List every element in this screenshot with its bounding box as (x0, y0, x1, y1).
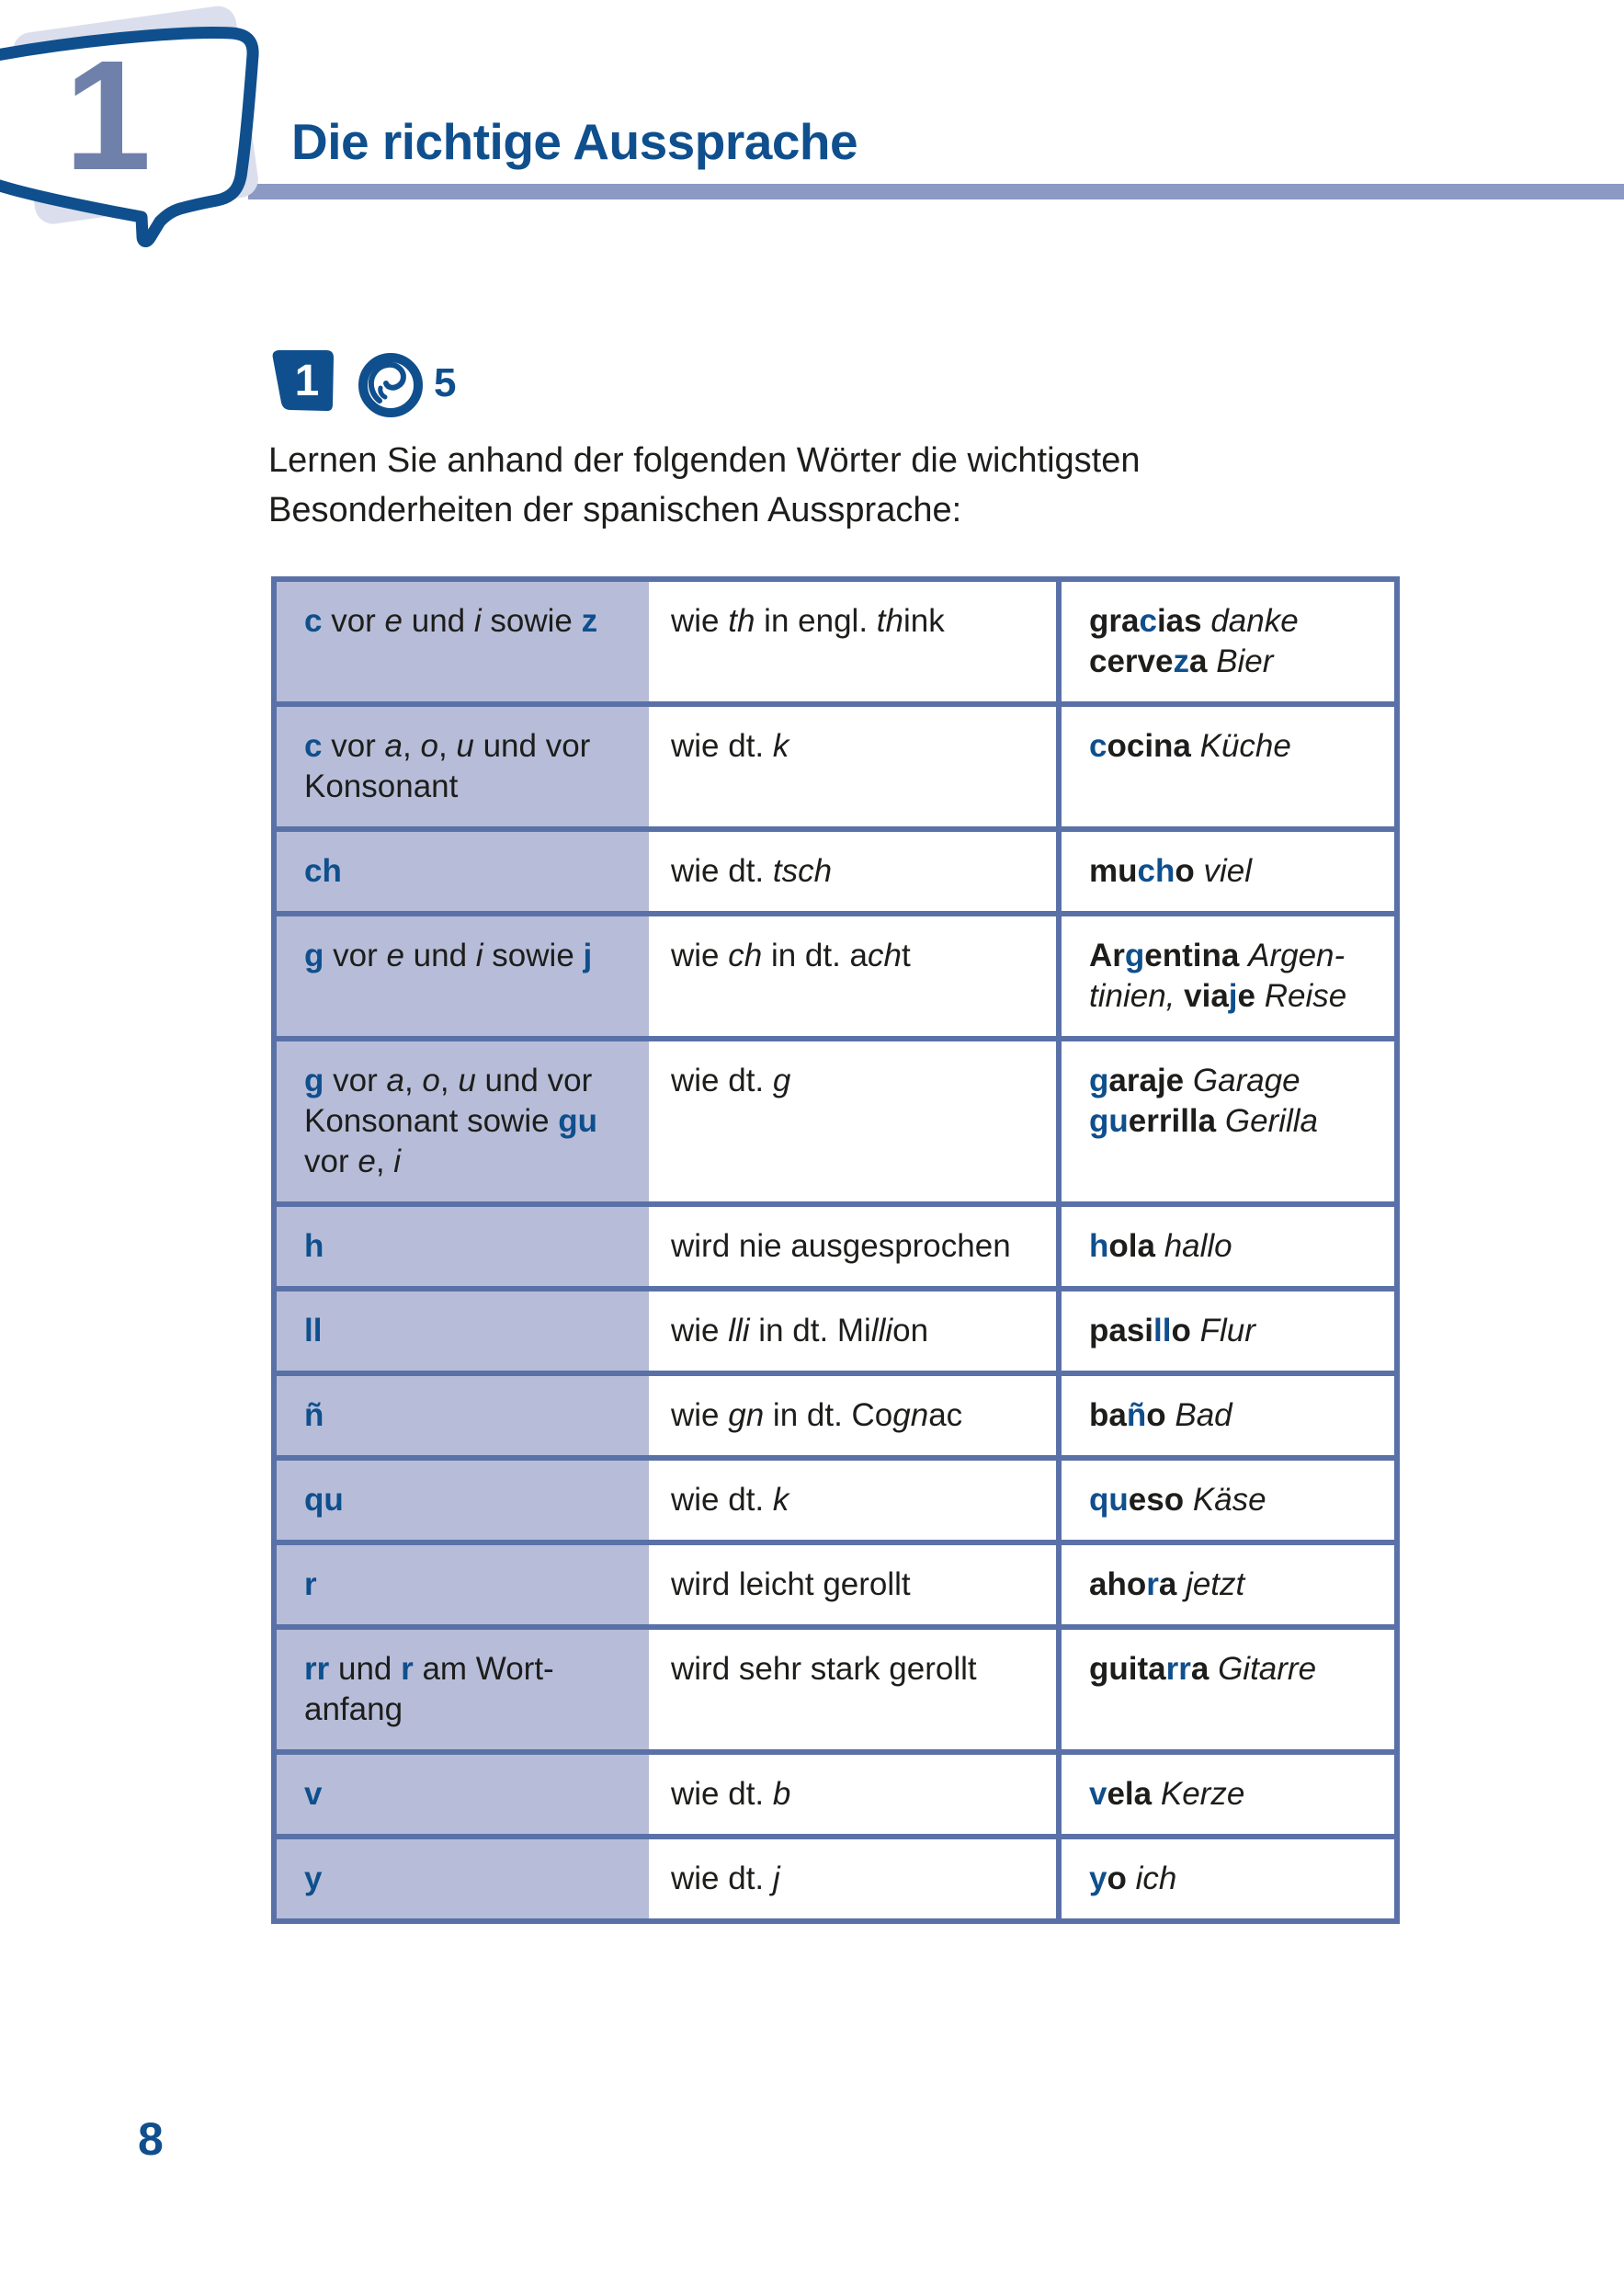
cell-example: gracias danke cerveza Bier (1056, 582, 1394, 701)
cell-pronunciation: wie lli in dt. Million (671, 1313, 929, 1349)
table-row (277, 1755, 1394, 1834)
cell-letter: qu (277, 1461, 649, 1540)
exercise-intro-text (268, 436, 1141, 535)
cell-pronunciation: wie dt. b (671, 1776, 791, 1812)
table-row (277, 832, 1394, 911)
cell-example: cocina Küche (1056, 707, 1394, 826)
cell-letter: ch (277, 832, 649, 911)
table-row (277, 1376, 1394, 1455)
exercise-number-badge (267, 347, 338, 415)
cell-letter: g vor e und i sowie j (277, 916, 649, 1036)
cell-letter: ll (277, 1292, 649, 1371)
cell-letter: y (277, 1839, 649, 1918)
cell-pronunciation: wird nie ausgesprochen (671, 1228, 1011, 1264)
cell-pronunciation: wie dt. j (671, 1861, 780, 1896)
table-row (277, 1630, 1394, 1749)
cell-letter: c vor a, o, u und vor Konsonant (277, 707, 649, 826)
cell-pronunciation: wie ch in dt. acht (671, 938, 911, 973)
cell-letter: g vor a, o, u und vor Konsonant sowie gu vor e, i (277, 1041, 649, 1201)
cell-letter: ñ (277, 1376, 649, 1455)
cell-example: garaje Garage guerrilla Gerilla (1056, 1041, 1394, 1201)
cell-pronunciation: wie th in engl. think (671, 603, 945, 639)
cell-pronunciation: wie gn in dt. Cognac (671, 1397, 963, 1433)
cell-example: guitarra Gitarre (1056, 1630, 1394, 1749)
cell-example: vela Kerze (1056, 1755, 1394, 1834)
cell-pronunciation: wie dt. k (671, 1482, 789, 1518)
cell-letter: rr und r am Wort- anfang (277, 1630, 649, 1749)
intro-line-2: Besonderheiten der spanischen Aussprache: (268, 491, 962, 529)
cell-example: Argentina Argen- tinien, viaje Reise (1056, 916, 1394, 1036)
cell-example: mucho viel (1056, 832, 1394, 911)
pronunciation-table (271, 576, 1400, 1924)
chapter-header-bar (248, 184, 1624, 199)
cell-pronunciation: wie dt. g (671, 1063, 791, 1098)
chapter-title: Die richtige Aussprache (291, 113, 858, 170)
ear-icon (355, 349, 426, 421)
cell-letter: c vor e und i sowie z (277, 582, 649, 701)
page-number: 8 (138, 2113, 164, 2165)
cell-example: pasillo Flur (1056, 1292, 1394, 1371)
cell-example: hola hallo (1056, 1207, 1394, 1286)
cell-letter: v (277, 1755, 649, 1834)
table-row (277, 1545, 1394, 1624)
cell-example: yo ich (1056, 1839, 1394, 1918)
table-row (277, 1461, 1394, 1540)
table-row (277, 916, 1394, 1036)
exercise-number: 1 (294, 357, 320, 405)
table-row (277, 1839, 1394, 1918)
table-row (277, 1041, 1394, 1201)
chapter-number-numeral: 1 (64, 28, 152, 203)
table-row (277, 1292, 1394, 1371)
cell-example: baño Bad (1056, 1376, 1394, 1455)
cell-example: queso Käse (1056, 1461, 1394, 1540)
cell-pronunciation: wird sehr stark gerollt (671, 1651, 977, 1687)
speech-bubble-icon (0, 0, 312, 285)
cell-pronunciation: wie dt. k (671, 728, 789, 764)
table-row (277, 707, 1394, 826)
cell-letter: r (277, 1545, 649, 1624)
table-row (277, 582, 1394, 701)
table-row (277, 1207, 1394, 1286)
cell-example: ahora jetzt (1056, 1545, 1394, 1624)
audio-track-number: 5 (434, 360, 457, 405)
cell-pronunciation: wie dt. tsch (671, 853, 833, 889)
cell-pronunciation: wird leicht gerollt (671, 1566, 911, 1602)
cell-letter: h (277, 1207, 649, 1286)
intro-line-1: Lernen Sie anhand der folgenden Wörter die wichtigsten (268, 441, 1141, 480)
